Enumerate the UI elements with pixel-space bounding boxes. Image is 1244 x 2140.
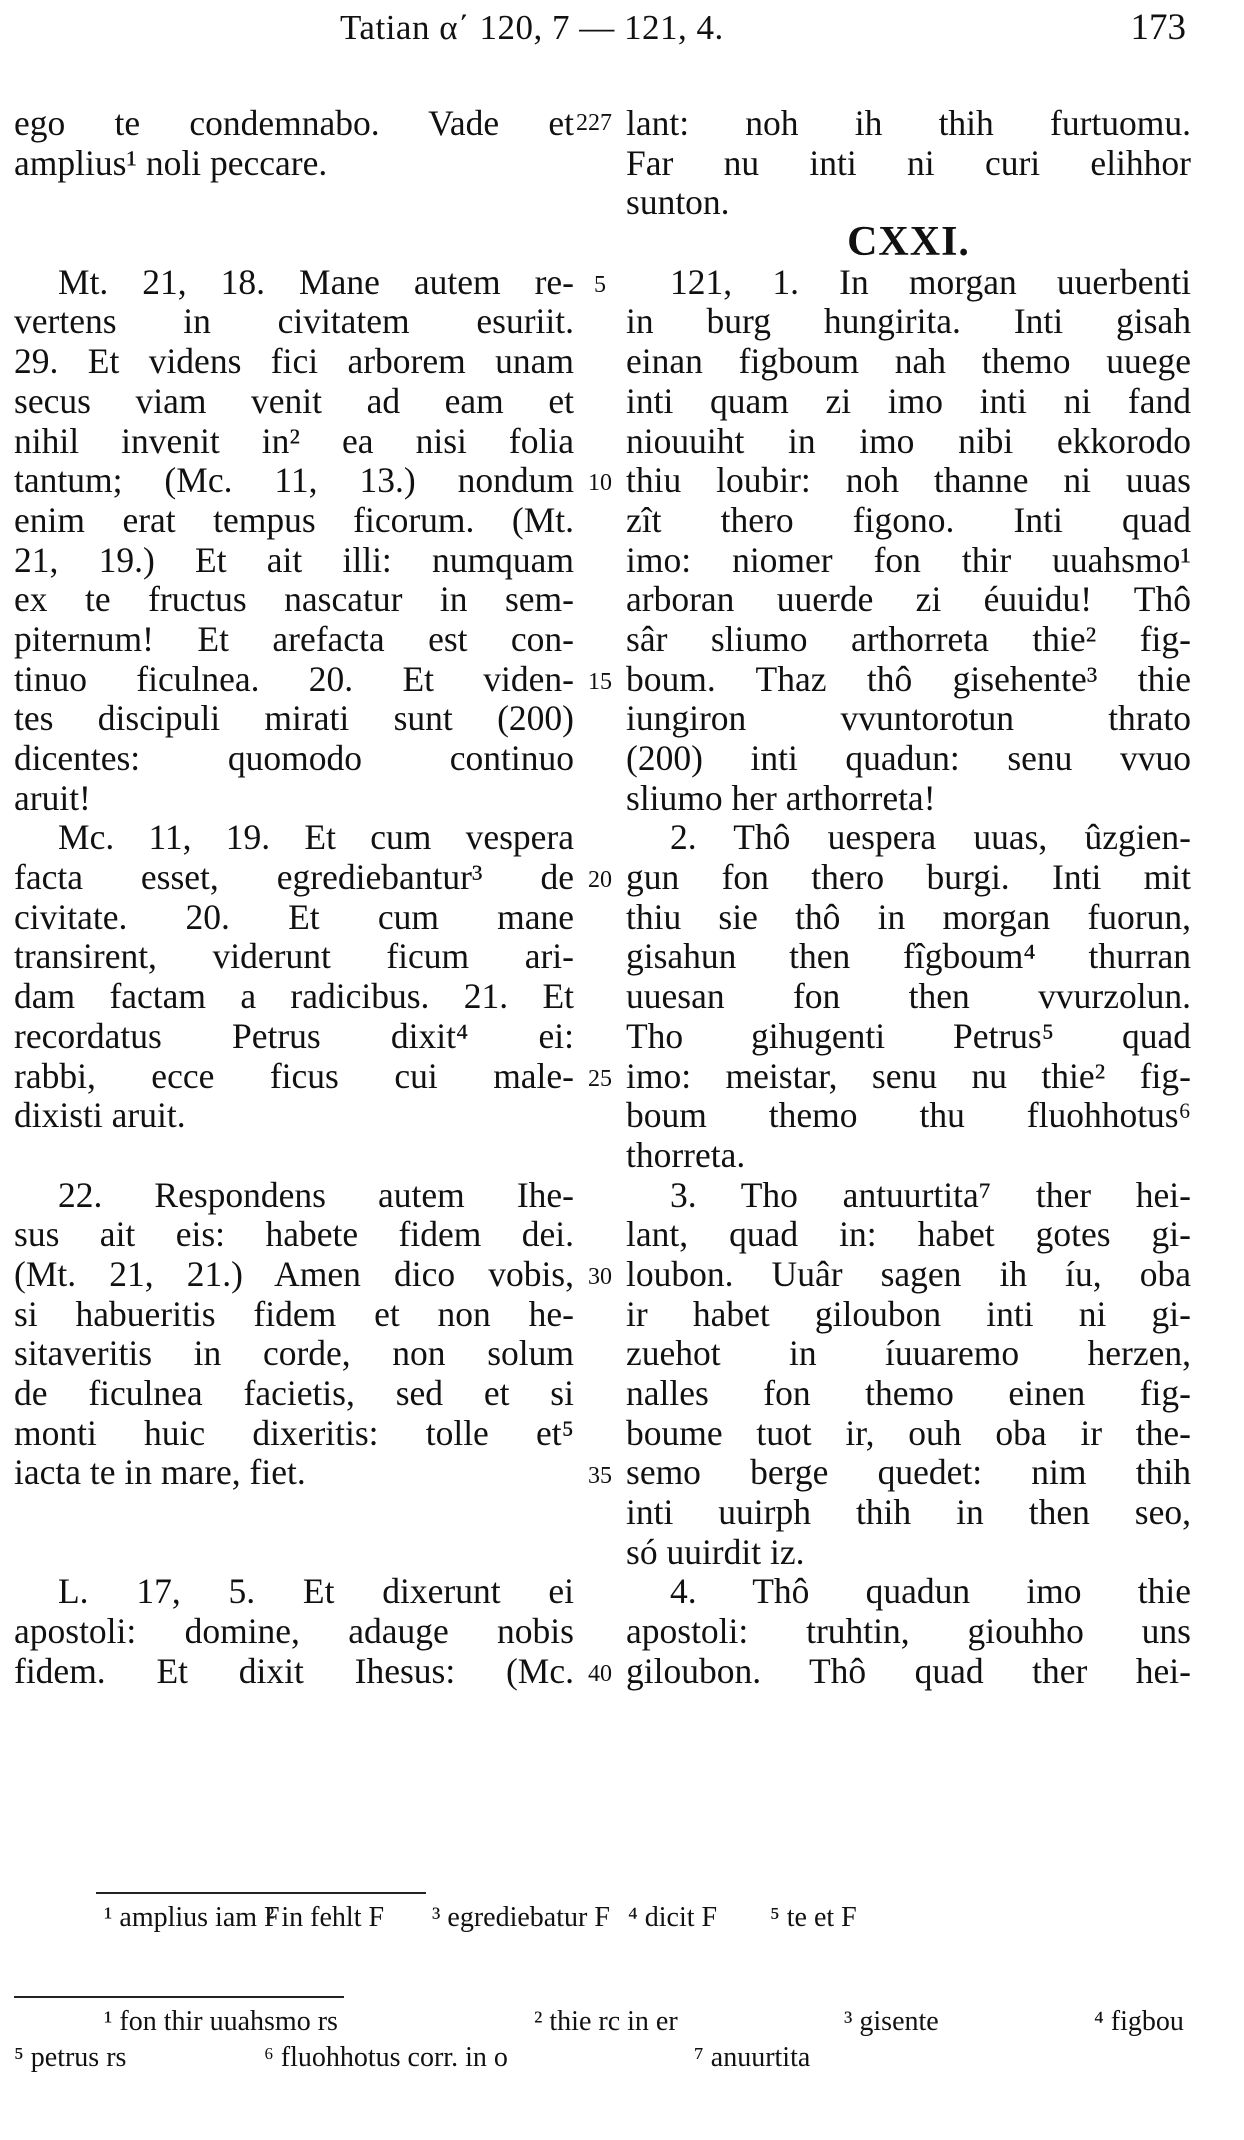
latin-text-line: tinuo ficulnea. 20. Et viden- [14,658,574,699]
running-head: Tatian α΄ 120, 7 — 121, 4. [340,8,724,47]
german-text-line: einan figboum nah themo uuege [626,341,1191,382]
marginal-line-number: 227 [576,110,612,136]
latin-text-line: nihil invenit in² ea nisi folia [14,420,574,461]
german-text-line: thorreta. [626,1134,746,1175]
german-text-line: imo: meistar, senu nu thie² fig- [626,1055,1191,1096]
german-text-line: niouuiht in imo nibi ekkorodo [626,420,1191,461]
german-text-line: sliumo her arthorreta! [626,777,936,818]
old-high-german-column [626,104,1191,1692]
german-text-line: zît thero figono. Inti quad [626,499,1191,540]
latin-text-line: dicentes: quomodo continuo [14,738,574,778]
german-text-line: thiu loubir: noh thanne ni uuas [626,460,1191,501]
footnote-latin: ⁵ te et F [770,1902,857,1933]
latin-text-line: dam factam a radicibus. 21. Et [14,976,574,1017]
latin-text-line: civitate. 20. Et cum mane [14,896,574,937]
german-text-line: 4. Thô quadun imo thie [670,1571,1191,1612]
latin-blank-line [14,1533,574,1573]
page-header [0,8,1244,54]
footnote-german: ⁴ figbou [1094,2006,1184,2037]
footnote-german: ⁷ anuurtita [694,2042,811,2073]
latin-text-line: ego te condemnabo. Vade et [14,103,574,143]
footnote-german: ⁵ petrus rs [14,2042,127,2073]
german-text-line: uuesan fon then vvurzolun. [626,976,1191,1017]
latin-text-line: Mt. 21, 18. Mane autem re- [58,261,574,302]
german-text-line: 121, 1. In morgan uuerbenti [670,261,1191,302]
german-text-line: apostoli: truhtin, giouhho uns [626,1611,1191,1652]
german-text-line: Tho gihugenti Petrus⁵ quad [626,1015,1191,1056]
german-text-line: ir habet giloubon inti ni gi- [626,1293,1191,1334]
latin-text-line: sitaveritis in corde, non solum [14,1333,574,1374]
footnote-german: ¹ fon thir uuahsmo rs [104,2006,338,2037]
footnotes-latin [104,1900,1204,1940]
german-text-line: boume tuot ir, ouh oba ir the- [626,1412,1191,1453]
footnote-german: ⁶ fluohhotus corr. in o [264,2042,508,2073]
latin-text-line: 21, 19.) Et ait illi: numquam [14,539,574,580]
german-text-line: inti uuirph thih in then seo, [626,1492,1191,1533]
german-text-line: lant: noh ih thih furtuomu. [626,103,1191,143]
german-text-line: sâr sliumo arthorreta thie² fig- [626,618,1191,659]
latin-text-line: (Mt. 21, 21.) Amen dico vobis, [14,1253,574,1294]
latin-text-line: amplius¹ noli peccare. [14,142,328,183]
german-text-line: boum. Thaz thô gisehente³ thie [626,658,1191,699]
latin-blank-line [14,223,574,263]
latin-blank-line [14,183,574,223]
german-text-line: 2. Thô uespera uuas, ûzgien- [670,817,1191,858]
line-number: 40 [588,1661,612,1688]
latin-blank-line [14,1136,574,1176]
german-text-line: loubon. Uuâr sagen ih íu, oba [626,1253,1191,1294]
latin-text-line: recordatus Petrus dixit⁴ ei: [14,1015,574,1056]
latin-text-line: secus viam venit ad eam et [14,380,574,421]
latin-text-line: ex te fructus nascatur in sem- [14,579,574,620]
latin-text-line: si habueritis fidem et non he- [14,1293,574,1334]
footnote-german: ² thie rc in er [534,2006,678,2037]
latin-text-line: monti huic dixeritis: tolle et⁵ [14,1412,574,1453]
german-text-line: thiu sie thô in morgan fuorun, [626,896,1191,937]
german-text-line: lant, quad in: habet gotes gi- [626,1214,1191,1255]
latin-text-line: dixisti aruit. [14,1095,186,1136]
german-text-line: inti quam zi imo inti ni fand [626,380,1191,421]
german-text-line: 3. Tho antuurtita⁷ ther hei- [670,1174,1191,1215]
german-text-line: giloubon. Thô quad ther hei- [626,1650,1191,1691]
line-number: 20 [588,867,612,894]
footnote-latin: ⁴ dicit F [628,1902,718,1933]
german-text-line: in burg hungirita. Inti gisah [626,301,1191,342]
latin-text-line: vertens in civitatem esuriit. [14,301,574,342]
footnote-latin: ² in fehlt F [266,1902,385,1933]
page-number: 173 [1130,7,1186,48]
german-text-line: zuehot in íuuaremo herzen, [626,1333,1191,1374]
latin-text-line: rabbi, ecce ficus cui male- [14,1055,574,1096]
german-text-line: Far nu inti ni curi elihhor [626,142,1191,183]
german-text-line: sunton. [626,182,730,223]
footnote-rule-latin [96,1892,426,1894]
latin-text-line: tantum; (Mc. 11, 13.) nondum [14,460,574,501]
latin-text-line: aruit! [14,777,91,818]
german-text-line: gun fon thero burgi. Inti mit [626,857,1191,898]
latin-text-line: 22. Respondens autem Ihe- [58,1174,574,1215]
latin-text-line: tes discipuli mirati sunt (200) [14,698,574,739]
line-number: 10 [588,470,612,497]
latin-text-line: iacta te in mare, fiet. [14,1452,306,1493]
section-heading: CXXI. [847,219,970,266]
line-number: 5 [594,271,606,298]
line-number: 25 [588,1065,612,1092]
latin-text-line: de ficulnea facietis, sed et si [14,1373,574,1413]
line-number: 15 [588,668,612,695]
latin-text-line: sus ait eis: habete fidem dei. [14,1214,574,1255]
latin-text-line: piternum! Et arefacta est con- [14,618,574,659]
german-text-line: (200) inti quadun: senu vvuo [626,738,1191,778]
latin-text-line: Mc. 11, 19. Et cum vespera [58,817,574,858]
latin-text-line: enim erat tempus ficorum. (Mt. [14,499,574,540]
german-text-line: nalles fon themo einen fig- [626,1373,1191,1413]
footnote-rule-german [14,1996,344,1998]
german-text-line: semo berge quedet: nim thih [626,1452,1191,1493]
german-text-line: boum themo thu fluohhotus⁶ [626,1095,1191,1136]
footnotes-german [14,2004,1224,2084]
footnote-german: ³ gisente [844,2006,939,2037]
latin-text-line: apostoli: domine, adauge nobis [14,1611,574,1652]
latin-text-line: facta esset, egrediebantur³ de [14,857,574,898]
latin-text-line: fidem. Et dixit Ihesus: (Mc. [14,1650,574,1691]
line-number: 35 [588,1462,612,1489]
latin-blank-line [14,1493,574,1533]
german-text-line: iungiron vvuntorotun thrato [626,698,1191,739]
latin-text-line: transirent, viderunt ficum ari- [14,936,574,977]
latin-column [14,104,574,1692]
german-text-line: gisahun then fîgboum⁴ thurran [626,936,1191,977]
german-text-line: só uuirdit iz. [626,1531,805,1572]
footnote-latin: ¹ amplius iam F [104,1902,280,1933]
latin-text-line: L. 17, 5. Et dixerunt ei [58,1571,574,1612]
line-number: 30 [588,1264,612,1291]
footnote-latin: ³ egrediebatur F [432,1902,610,1933]
german-text-line: imo: niomer fon thir uuahsmo¹ [626,539,1191,580]
german-text-line: arboran uuerde zi éuuidu! Thô [626,579,1191,620]
latin-text-line: 29. Et videns fici arborem unam [14,341,574,382]
